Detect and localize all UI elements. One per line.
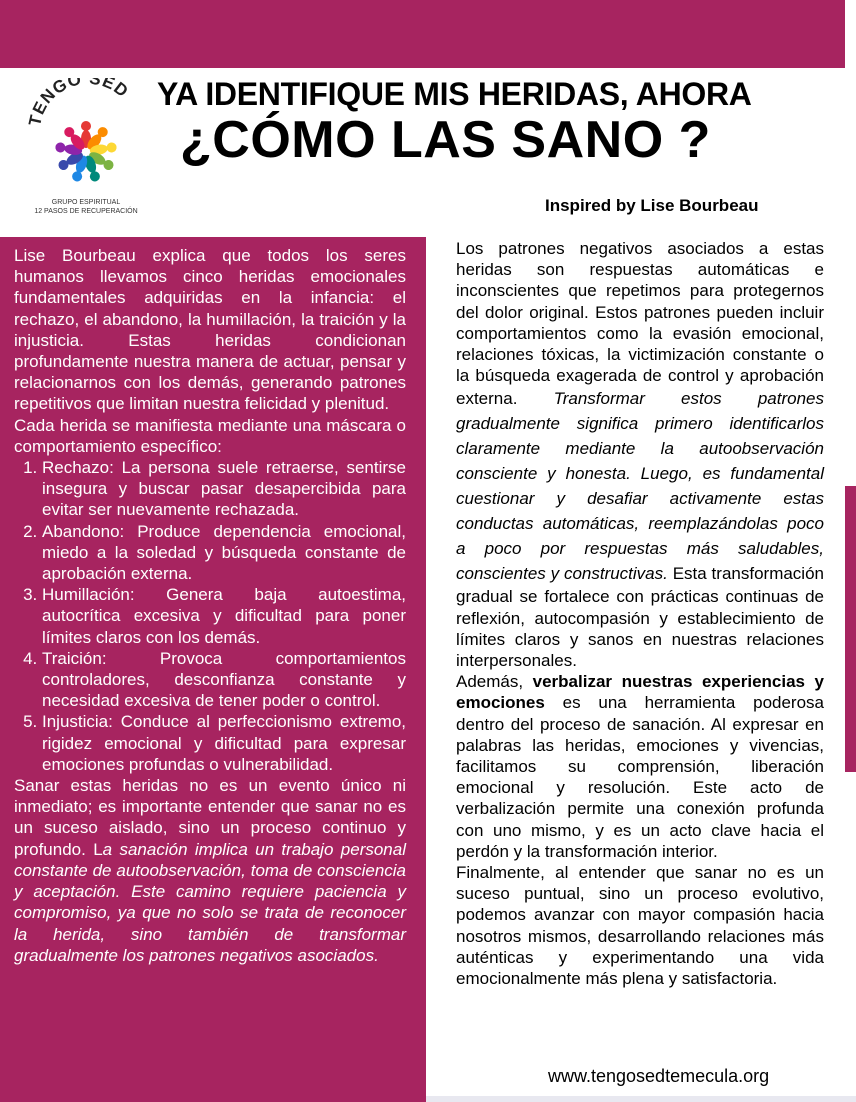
right-accent-stripe	[845, 486, 856, 772]
patterns-tail-text: Esta transformación gradual se fortalece con prácticas continuas de reflexión, autocompasión y establecimiento de límites claros y sanos en nuestras relaciones interpersonales.	[456, 564, 824, 671]
bottom-divider	[426, 1096, 856, 1102]
verbalize-start: Además,	[456, 672, 533, 692]
verbalize-paragraph	[456, 671, 824, 862]
logo-graphic	[18, 78, 154, 218]
mask-intro-paragraph: Cada herida se manifiesta mediante una máscara o comportamiento específico:	[14, 415, 406, 456]
top-banner	[0, 0, 845, 68]
patterns-italic-text: Transformar estos patrones gradualmente significa primero identificarlos claramente mediante la autoobservación consciente y honesta. Luego, es fundamental cuestionar y desafiar activamente estas conductas automáticas, reemplazándolas poco a poco por respuestas más saludables, conscientes y constructivas.	[456, 389, 824, 584]
left-panel	[0, 237, 426, 1102]
closing-paragraph	[14, 775, 406, 966]
subtitle-credit: Inspired by Lise Bourbeau	[545, 196, 759, 215]
list-item: 3. Humillación: Genera baja autoestima, autocrítica excesiva y dificultad para poner límites claros con los demás.	[42, 584, 406, 648]
patterns-paragraph	[456, 238, 824, 671]
svg-text:TENGO SED: TENGO SED	[25, 78, 133, 128]
wounds-list	[14, 457, 406, 775]
title-line-2: ¿CÓMO LAS SANO ?	[180, 111, 711, 169]
website-url[interactable]: www.tengosedtemecula.org	[548, 1066, 770, 1086]
title-line-1: YA IDENTIFIQUE MIS HERIDAS, AHORA	[157, 76, 752, 112]
list-item: 2. Abandono: Produce dependencia emocional, miedo a la soledad y búsqueda constante de aprobación externa.	[42, 521, 406, 585]
patterns-text: Los patrones negativos asociados a estas heridas son respuestas automáticas e inconscientes que repetimos para protegernos del dolor original. Estos patrones pueden incluir comportamientos como la evasión emocional, relaciones tóxicas, la victimización constante o la búsqueda exagerada de control y aprobación externa.	[456, 239, 824, 409]
verbalize-rest: es una herramienta poderosa dentro del proceso de sanación. Al expresar en palabras las heridas, emociones y vivencias, facilitamos su comprensión, liberación emocional y resolución. Este acto de verbalización permite una conexión profunda con uno mismo, y es un acto clave hacia el perdón y la transformación interior.	[456, 693, 824, 861]
list-item: 4. Traición: Provoca comportamientos controladores, desconfianza constante y necesidad excesiva de tener poder o control.	[42, 648, 406, 712]
logo-subtitle-1: GRUPO ESPIRITUAL	[51, 199, 121, 206]
closing-italic-text: a sanación implica un trabajo personal constante de autoobservación, toma de consciencia y aceptación. Este camino requiere paciencia y compromiso, ya que no solo se trata de reconocer la herida, sino también de transformar gradualmente los patrones negativos asociados.	[14, 839, 406, 965]
intro-paragraph: Lise Bourbeau explica que todos los seres humanos llevamos cinco heridas emocionales fundamentales adquiridas en la infancia: el rechazo, el abandono, la humillación, la traición y la injusticia. Estas heridas condicionan profundamente nuestra manera de actuar, pensar y relacionarnos con los demás, generando patrones repetitivos que limitan nuestra felicidad y plenitud.	[14, 246, 406, 414]
tengo-sed-logo	[18, 78, 154, 218]
list-item: 1. Rechazo: La persona suele retraerse, sentirse insegura y buscar pasar desapercibida para evitar ser nuevamente rechazada.	[42, 457, 406, 521]
closing-text: Sanar estas heridas no es un evento único ni inmediato; es importante entender que sanar no es un suceso aislado, sino un proceso continuo y profundo. L	[14, 776, 406, 859]
right-column	[456, 238, 824, 989]
logo-subtitle-2: 12 PASOS DE RECUPERACIÓN	[34, 208, 138, 215]
final-paragraph: Finalmente, al entender que sanar no es un suceso puntual, sino un proceso evolutivo, podemos avanzar con mayor compasión hacia nosotros mismos, desarrollando relaciones más auténticas y experimentando una vida emocionalmente más plena y satisfactoria.	[456, 863, 824, 989]
verbalize-bold: verbalizar nuestras experiencias y emociones	[456, 672, 824, 713]
list-item: 5. Injusticia: Conduce al perfeccionismo extremo, rigidez emocional y dificultad para expresar emociones profundas o vulnerabilidad.	[42, 711, 406, 775]
